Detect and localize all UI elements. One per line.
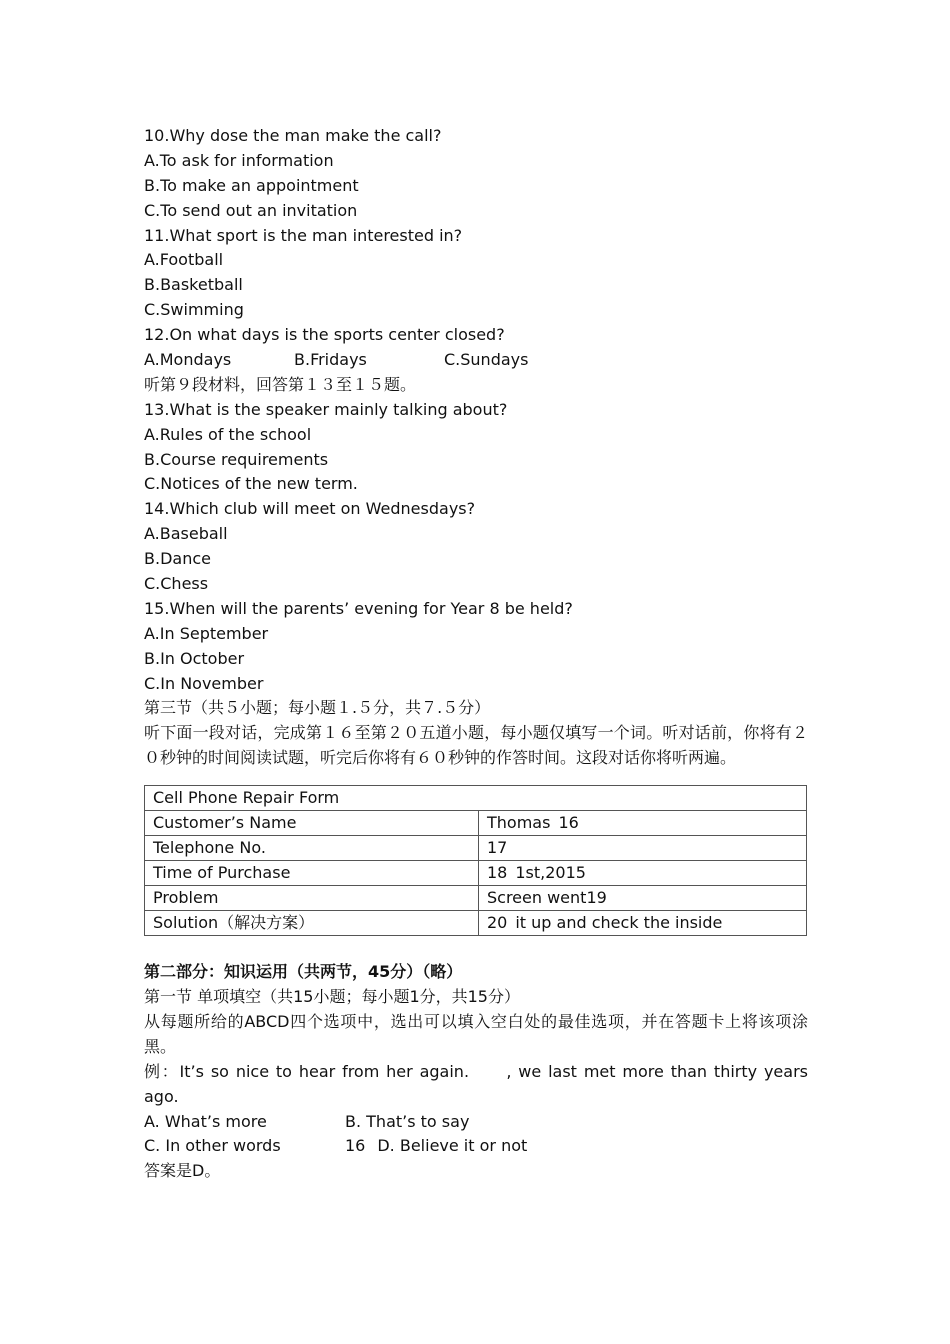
form-title: Cell Phone Repair Form	[145, 786, 807, 811]
q15-option-c: C.In November	[144, 673, 264, 693]
q13-option-a: A.Rules of the school	[144, 424, 312, 444]
form-label: Customer’s Name	[145, 811, 479, 836]
q12-options	[144, 348, 808, 373]
instruction-9: 听第９段材料，回答第１３至１５题。	[144, 374, 417, 394]
blank-number: 18	[487, 863, 508, 883]
part2-instructions: 从每题所给的ABCD四个选项中，选出可以填入空白处的最佳选项，并在答题卡上将该项涂黑。	[144, 1011, 808, 1056]
form-row-purchase-time	[145, 861, 807, 886]
blank-number: 20	[487, 913, 508, 933]
part2-heading: 第二部分：知识运用（共两节，45分）（略）	[144, 962, 463, 982]
form-value	[479, 886, 807, 911]
section3-instructions: 听下面一段对话，完成第１６至第２０五道小题，每小题仅填写一个词。听对话前，你将有２０秒钟的时间阅读试题，听完后你将有６０秒钟的作答时间。这段对话你将听两遍。	[144, 723, 808, 768]
q11-option-a: A.Football	[144, 250, 224, 270]
q10-option-c: C.To send out an invitation	[144, 200, 358, 220]
example-answer: 答案是D。	[144, 1161, 221, 1181]
section3-heading: 第三节（共５小题；每小题１.５分，共７.５分）	[144, 698, 491, 718]
example-option-a: A. What’s more	[144, 1111, 267, 1131]
example-option-b: B. That’s to say	[345, 1111, 470, 1131]
form-value-text: Thomas	[487, 813, 551, 833]
form-title-row	[145, 786, 807, 811]
form-row-problem	[145, 886, 807, 911]
form-label: Telephone No.	[145, 836, 479, 861]
form-value	[479, 836, 807, 861]
q11-option-c: C.Swimming	[144, 300, 244, 320]
q14-option-a: A.Baseball	[144, 524, 228, 544]
part2-section1-heading: 第一节 单项填空（共15小题；每小题1分，共15分）	[144, 987, 520, 1007]
form-value	[479, 911, 807, 936]
form-label: Solution（解决方案）	[145, 911, 479, 936]
repair-form-table	[144, 785, 807, 936]
q10-option-b: B.To make an appointment	[144, 175, 359, 195]
form-value-text: Screen went	[487, 888, 587, 908]
form-row-customer-name	[145, 811, 807, 836]
blank-number: 17	[487, 838, 508, 858]
q13-option-b: B.Course requirements	[144, 449, 329, 469]
question-10: 10.Why dose the man make the call?	[144, 126, 442, 145]
q14-option-b: B.Dance	[144, 549, 211, 569]
form-row-solution	[145, 911, 807, 936]
question-14: 14.Which club will meet on Wednesdays?	[144, 499, 476, 519]
form-value-text: 1st,2015	[515, 863, 586, 883]
question-11: 11.What sport is the man interested in?	[144, 225, 463, 245]
q12-option-c: C.Sundays	[444, 350, 529, 370]
form-value-text: it up and check the inside	[515, 913, 723, 933]
question-13: 13.What is the speaker mainly talking about?	[144, 399, 508, 419]
example-options-ab	[144, 1110, 808, 1135]
q11-option-b: B.Basketball	[144, 275, 243, 295]
question-12: 12.On what days is the sports center closed?	[144, 325, 505, 345]
form-row-telephone	[145, 836, 807, 861]
q12-option-a: A.Mondays	[144, 350, 232, 370]
document-body	[144, 124, 808, 1184]
question-15: 15.When will the parents’ evening for Year 8 be held?	[144, 598, 573, 618]
q14-option-c: C.Chess	[144, 574, 209, 594]
example-options-cd	[144, 1134, 808, 1159]
q15-option-a: A.In September	[144, 623, 269, 643]
blank-number: 16	[558, 813, 579, 833]
example-number: 16	[345, 1136, 366, 1156]
form-label: Problem	[145, 886, 479, 911]
q15-option-b: B.In October	[144, 648, 245, 668]
example-stem: 例：It’s so nice to hear from her again. , we last met more than thirty years ago.	[144, 1061, 808, 1106]
blank-number: 19	[586, 888, 607, 908]
form-value	[479, 811, 807, 836]
form-value	[479, 861, 807, 886]
example-option-d: D. Believe it or not	[377, 1136, 528, 1156]
q13-option-c: C.Notices of the new term.	[144, 474, 358, 494]
example-option-c: C. In other words	[144, 1136, 281, 1156]
q12-option-b: B.Fridays	[294, 350, 367, 370]
q10-option-a: A.To ask for information	[144, 150, 334, 170]
form-label: Time of Purchase	[145, 861, 479, 886]
